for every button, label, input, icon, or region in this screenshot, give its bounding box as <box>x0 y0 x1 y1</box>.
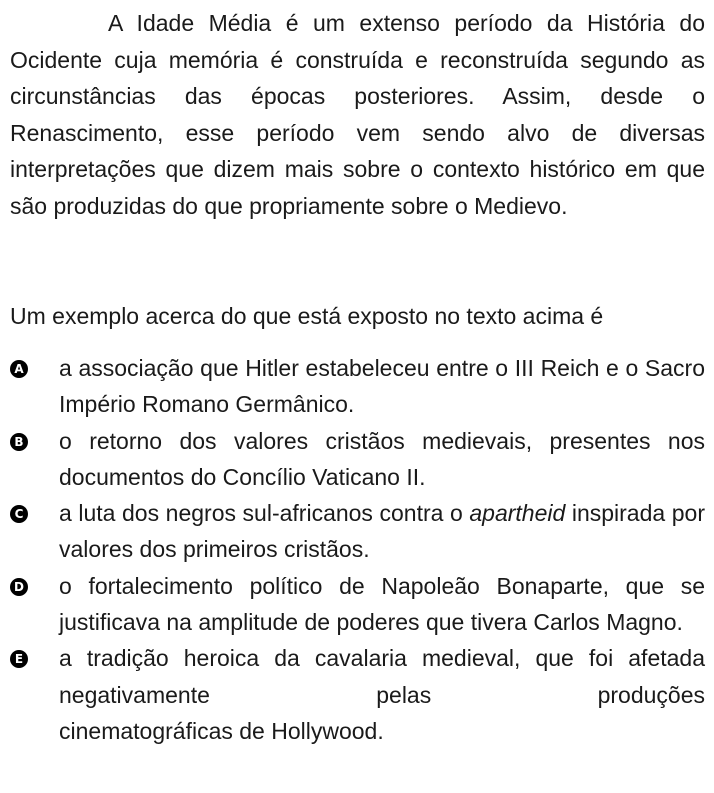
option-a-text: a associação que Hitler estabeleceu entre o III Reich e o Sacro Império Romano Germânico. <box>59 355 705 418</box>
option-c-letter-badge: C <box>10 505 28 523</box>
option-e-text-part1: a tradição heroica da cavalaria medieval, que foi afetada negativamente pelas produções <box>59 645 705 708</box>
option-b[interactable] <box>10 423 705 496</box>
option-c-text-end: inspirada por valores dos primeiros cristãos. <box>59 500 705 563</box>
option-c[interactable] <box>10 495 705 568</box>
passage-paragraph <box>10 5 705 225</box>
option-e[interactable] <box>10 640 705 749</box>
option-a[interactable] <box>10 350 705 423</box>
option-d-text: o fortalecimento político de Napoleão Bonaparte, que se justificava na amplitude de poderes que tivera Carlos Magno. <box>59 572 705 636</box>
option-b-text: o retorno dos valores cristãos medievais, presentes nos documentos do Concílio Vaticano II. <box>59 427 705 490</box>
answer-options <box>10 350 705 749</box>
option-e-text-part2: cinematográficas de Hollywood. <box>59 717 384 744</box>
option-b-letter-badge: B <box>10 433 28 451</box>
passage-text: A Idade Média é um extenso período da História do Ocidente cuja memória é construída e reconstruída segundo as circunstâncias das épocas posteriores. Assim, desde o Renascimento, esse período vem sendo alvo de diversas interpretações que dizem mais sobre o contexto histórico em que são produzidas do que propriamente sobre o Medievo. <box>10 10 705 219</box>
option-a-letter-badge: A <box>10 360 28 378</box>
option-d-letter-badge: D <box>10 578 28 596</box>
option-c-italic-term: apartheid <box>469 500 566 527</box>
option-e-letter-badge: E <box>10 650 28 668</box>
option-c-text <box>59 495 705 568</box>
option-d[interactable] <box>10 568 705 641</box>
question-stem: Um exemplo acerca do que está exposto no texto acima é <box>10 303 604 329</box>
option-c-text-start: a luta dos negros sul-africanos contra o <box>59 500 470 527</box>
